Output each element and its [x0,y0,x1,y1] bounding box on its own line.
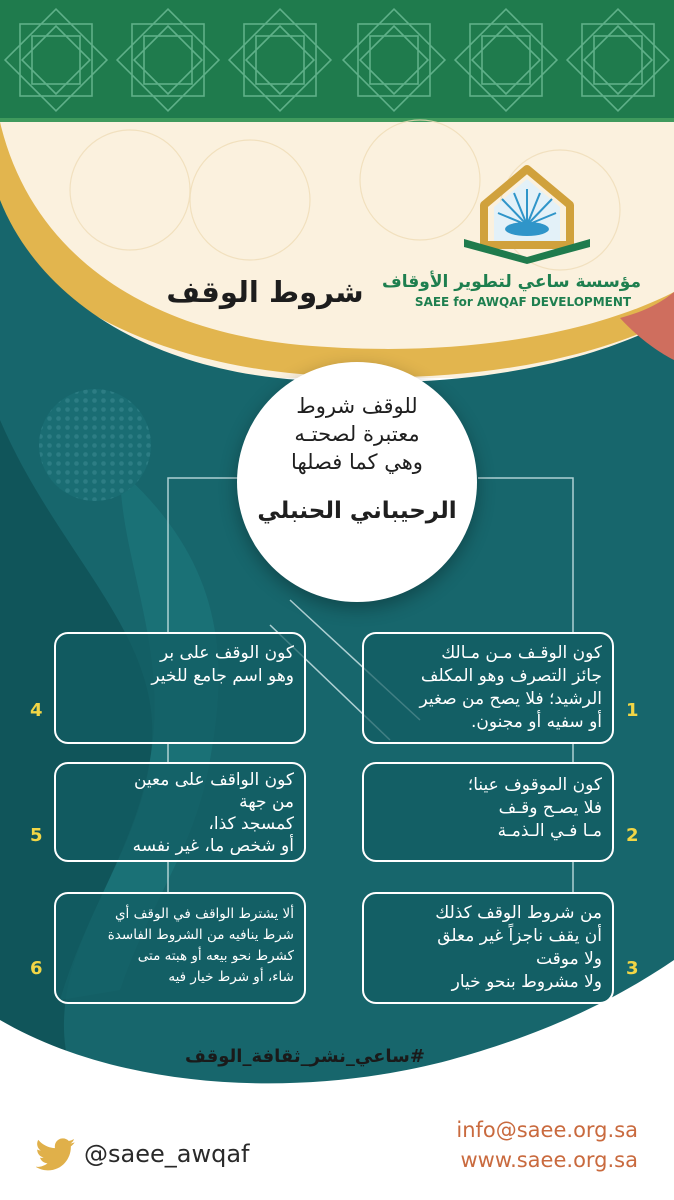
twitter-bird-icon[interactable] [36,1138,76,1172]
condition-line: الرشيد؛ فلا يصح من صغير [419,689,602,709]
brand-name-arabic: مؤسسة ساعي لتطوير الأوقاف [382,272,641,292]
intro-author: الرحيباني الحنبلي [257,498,457,524]
condition-card-2 [362,762,614,862]
email-link[interactable]: info@saee.org.sa [456,1118,638,1142]
brand-name-english: SAEE for AWQAF DEVELOPMENT [414,295,632,309]
condition-line: أن يقف ناجزاً غير معلق [437,926,602,946]
condition-card-6 [54,892,306,1004]
condition-line: وهو اسم جامع للخير [151,666,294,686]
condition-line: أو سفيه أو مجنون. [470,712,602,732]
intro-line: وهي كما فصلها [291,450,423,474]
website-link[interactable]: www.saee.org.sa [460,1148,638,1172]
condition-text [374,642,602,734]
condition-card-3 [362,892,614,1004]
condition-number: 3 [626,958,639,979]
condition-line: كون الواقف على معين [133,770,294,790]
condition-line: شاء، أو شرط خيار فيه [168,969,294,985]
star-ornament-icon [5,9,107,111]
condition-line: ولا مشروط بنحو خيار [451,972,602,992]
star-ornament-icon [229,9,331,111]
star-ornament-icon [117,9,219,111]
condition-number: 1 [626,700,639,721]
mosque-dome-logo-icon [462,165,592,265]
condition-card-5 [54,762,306,862]
condition-line: كمسجد كذا، [208,814,294,834]
condition-line: أو شخص ما، غير نفسه [132,836,294,856]
condition-number: 2 [626,825,639,846]
condition-card-4 [54,632,306,744]
intro-circle [237,362,477,602]
condition-number: 5 [30,825,43,846]
star-ornament-icon [455,9,557,111]
condition-line: جائز التصرف وهو المكلف [420,666,602,686]
condition-text [66,769,294,857]
condition-text [66,904,294,988]
condition-line: مـا فـي الـذمـة [497,821,602,841]
condition-line: من جهة [239,792,294,812]
condition-text [374,774,602,843]
condition-line: كون الوقـف مـن مـالك [441,643,602,663]
hashtag: #ساعي_نشر_ثقافة_الوقف [185,1046,425,1067]
condition-line: شرط ينافيه من الشروط الفاسدة [107,927,294,943]
condition-line: كشرط نحو بيعه أو هبته متى [137,948,294,964]
condition-line: ولا موقت [535,949,602,969]
condition-card-1 [362,632,614,744]
ornament-band [0,0,674,122]
condition-line: فلا يصـح وقـف [498,798,602,818]
condition-line: كون الموقوف عينا؛ [467,775,602,795]
condition-number: 6 [30,958,43,979]
condition-text [66,642,294,688]
condition-line: كون الوقف على بر [159,643,294,663]
condition-text [374,902,602,994]
intro-line: معتبرة لصحتـه [294,422,420,446]
condition-line: ألا يشترط الواقف في الوقف أي [114,906,294,922]
star-ornament-icon [343,9,445,111]
intro-line: للوقف شروط [296,394,418,418]
condition-number: 4 [30,700,43,721]
page-title: شروط الوقف [166,275,364,309]
star-ornament-icon [567,9,669,111]
condition-line: من شروط الوقف كذلك [435,903,602,923]
twitter-handle[interactable]: @saee_awqaf [84,1140,250,1168]
